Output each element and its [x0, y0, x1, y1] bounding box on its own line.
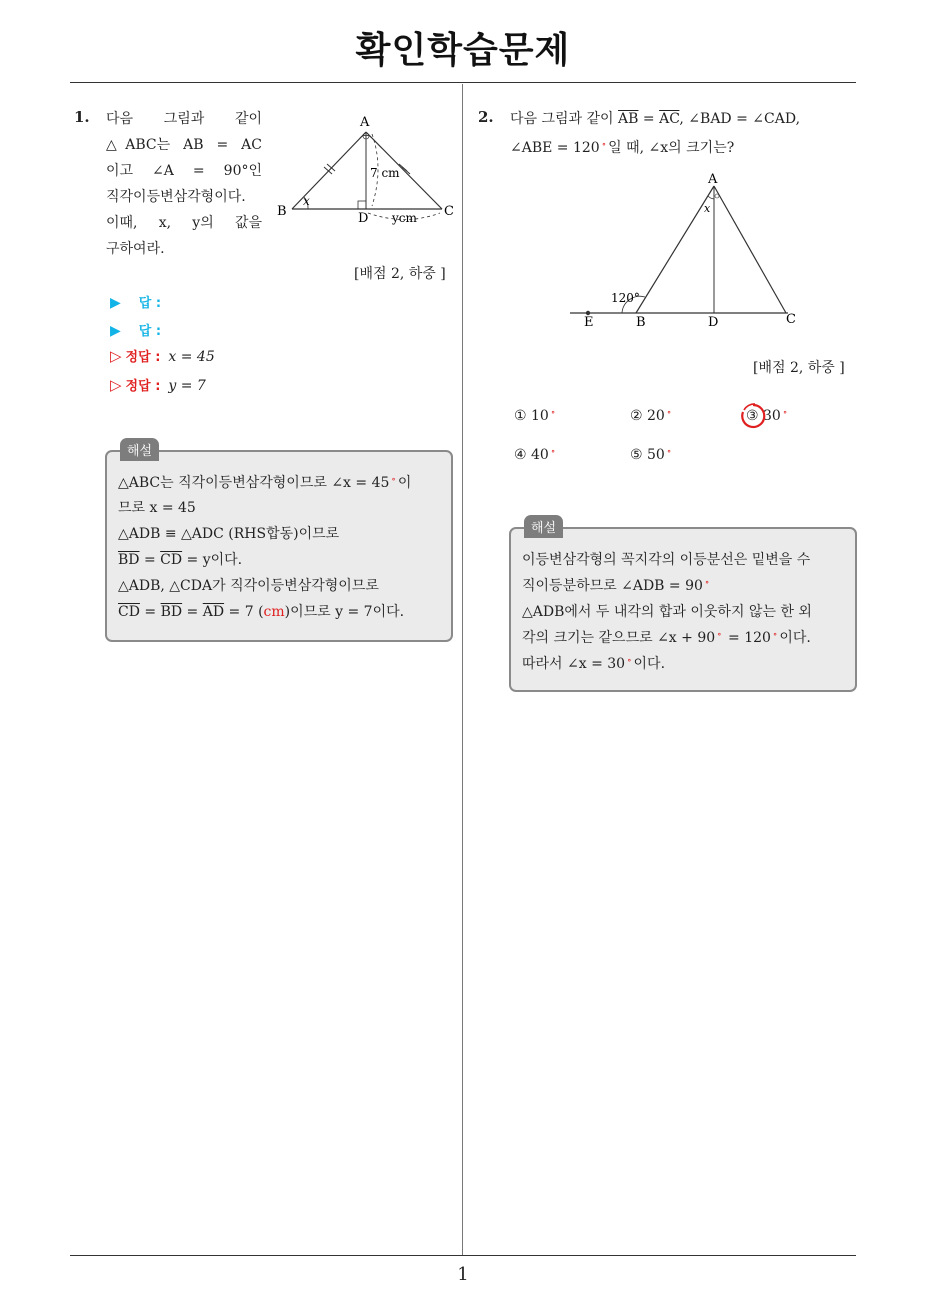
question-text: [510, 106, 858, 161]
question-line: 이고 ∠A = 90°인: [106, 163, 262, 179]
solution-tag: 해설: [524, 515, 563, 538]
degree-mark: ∘: [550, 408, 556, 418]
degree-mark: ∘: [666, 408, 672, 418]
solution-line: 므로 x = 45: [118, 500, 196, 516]
solution-text: 각의 크기는 같으므로 ∠x + 90: [522, 630, 716, 646]
solution-tag: 해설: [120, 438, 159, 461]
segment: $\overline{AB}$: [618, 111, 639, 127]
degree-mark: ∘: [666, 447, 672, 457]
question-line: 구하여라.: [106, 241, 165, 257]
solution-text: 직이등분하므로 ∠ADB = 90: [522, 578, 703, 594]
solution-text: △ABC는 직각이등변삼각형이므로 ∠x = 45: [118, 475, 390, 491]
choice-value: 40: [531, 447, 549, 463]
question-line: △ABC는 AB = AC: [106, 137, 262, 153]
choice-2[interactable]: [630, 408, 673, 424]
solution-text: = y이다.: [182, 552, 243, 568]
question-number: 1.: [74, 108, 90, 126]
choice-value: 30: [763, 408, 781, 424]
degree-mark: ∘: [391, 475, 396, 485]
answer-label: 답 :: [138, 324, 162, 339]
solution-text: =: [139, 604, 161, 620]
solution-line: [522, 575, 711, 595]
solution-line: △ADB에서 두 내각의 합과 이웃하지 않는 한 외: [522, 604, 812, 620]
answer-triangle-icon: ▶: [110, 323, 121, 339]
degree-mark: ∘: [717, 630, 722, 640]
question-line: [510, 132, 858, 161]
degree-mark: ∘: [601, 140, 607, 150]
solution-line: [118, 601, 404, 621]
answer-row: [110, 292, 161, 311]
vertex-label: D: [708, 315, 719, 330]
q1-figure: [272, 110, 462, 230]
correct-answer-row: [110, 346, 215, 365]
vertex-label: C: [786, 312, 796, 327]
solution-line: [118, 549, 242, 569]
vertex-label: C: [444, 204, 454, 219]
solution-text: = 7 (: [224, 604, 264, 620]
solution-line: [522, 653, 665, 673]
answer-row: [110, 320, 161, 339]
answer-triangle-icon: ▶: [110, 295, 121, 311]
choice-value: 10: [531, 408, 549, 424]
choice-3[interactable]: [746, 408, 789, 424]
question-line: 직각이등변삼각형이다.: [106, 189, 246, 205]
vertex-label: B: [277, 204, 287, 219]
column-divider: [462, 84, 463, 1256]
unit-text: cm: [263, 604, 285, 620]
angle-label: 120°: [611, 291, 640, 305]
solution-line: [522, 627, 811, 647]
correct-answer-row: [110, 375, 206, 394]
solution-line: 이등변삼각형의 꼭지각의 이등분선은 밑변을 수: [522, 552, 811, 568]
choice-value: 50: [647, 447, 665, 463]
vertex-label: A: [360, 115, 370, 130]
solution-text: 이다.: [633, 656, 666, 672]
solution-text: = 120: [723, 630, 771, 646]
solution-text: 따라서 ∠x = 30: [522, 656, 626, 672]
solution-text: )이므로 y = 7이다.: [284, 604, 405, 620]
answer-label: 답 :: [138, 296, 162, 311]
length-label: ycm: [392, 211, 417, 225]
choice-4[interactable]: [514, 447, 557, 463]
angle-label: x: [303, 194, 310, 208]
solution-text: =: [139, 552, 161, 568]
page-number: 1: [457, 1264, 469, 1285]
score-info: [배점 2, 하중 ]: [354, 266, 446, 282]
question-fragment: 다음 그림과 같이: [510, 111, 619, 127]
question-line: 다음 그림과 같이: [106, 111, 262, 127]
vertex-label: B: [636, 315, 646, 330]
solution-text: =: [182, 604, 203, 620]
segment: $\overline{BD}$: [118, 552, 140, 568]
choice-number: ④: [514, 447, 527, 463]
correct-triangle-icon: ▷: [110, 376, 122, 394]
question-fragment: 일 때, ∠x의 크기는?: [608, 140, 735, 156]
degree-mark: ∘: [627, 656, 632, 666]
solution-line: △ADB, △CDA가 직각이등변삼각형이므로: [118, 578, 379, 594]
score-info: [배점 2, 하중 ]: [753, 360, 845, 376]
selected-circle-icon: [739, 402, 767, 430]
correct-value: x = 45: [168, 349, 215, 365]
question-line: [510, 106, 858, 132]
question-text: [106, 106, 262, 262]
choice-number: ⑤: [630, 447, 643, 463]
correct-label: 정답 :: [125, 379, 161, 394]
correct-label: 정답 :: [125, 350, 161, 365]
header-rule: [70, 82, 856, 83]
question-line: 이때, x, y의 값을: [106, 215, 262, 231]
footer-rule: [70, 1255, 856, 1256]
angle-label: x: [704, 202, 711, 215]
segment: $\overline{AC}$: [659, 111, 680, 127]
solution-text: 이다.: [779, 630, 811, 646]
correct-value: y = 7: [168, 378, 206, 394]
segment: $\overline{AD}$: [202, 604, 225, 620]
degree-mark: ∘: [782, 408, 788, 418]
solution-text: 이: [397, 475, 412, 491]
page-title: 확인학습문제: [355, 30, 571, 71]
question-fragment: =: [638, 111, 660, 127]
question-fragment: ∠ABE = 120: [510, 140, 600, 156]
question-number: 2.: [478, 108, 494, 126]
segment: $\overline{BD}$: [160, 604, 183, 620]
solution-line: [118, 472, 411, 492]
vertex-label: A: [708, 172, 718, 187]
choice-1[interactable]: [514, 408, 557, 424]
degree-mark: ∘: [704, 578, 710, 588]
segment: $\overline{CD}$: [118, 604, 140, 620]
degree-mark: ∘: [772, 630, 778, 640]
choice-number: ②: [630, 408, 643, 424]
choice-value: 20: [647, 408, 665, 424]
question-fragment: , ∠BAD = ∠CAD,: [679, 111, 801, 127]
solution-line: △ADB ≡ △ADC (RHS합동)이므로: [118, 526, 340, 542]
q2-figure: [564, 168, 804, 333]
correct-triangle-icon: ▷: [110, 347, 122, 365]
choice-number: ①: [514, 408, 527, 424]
segment: $\overline{CD}$: [160, 552, 183, 568]
vertex-label: D: [358, 211, 369, 226]
length-label: 7 cm: [370, 166, 400, 180]
vertex-label: E: [584, 315, 594, 330]
choice-5[interactable]: [630, 447, 673, 463]
choice-number: ③: [746, 408, 759, 424]
degree-mark: ∘: [550, 447, 556, 457]
